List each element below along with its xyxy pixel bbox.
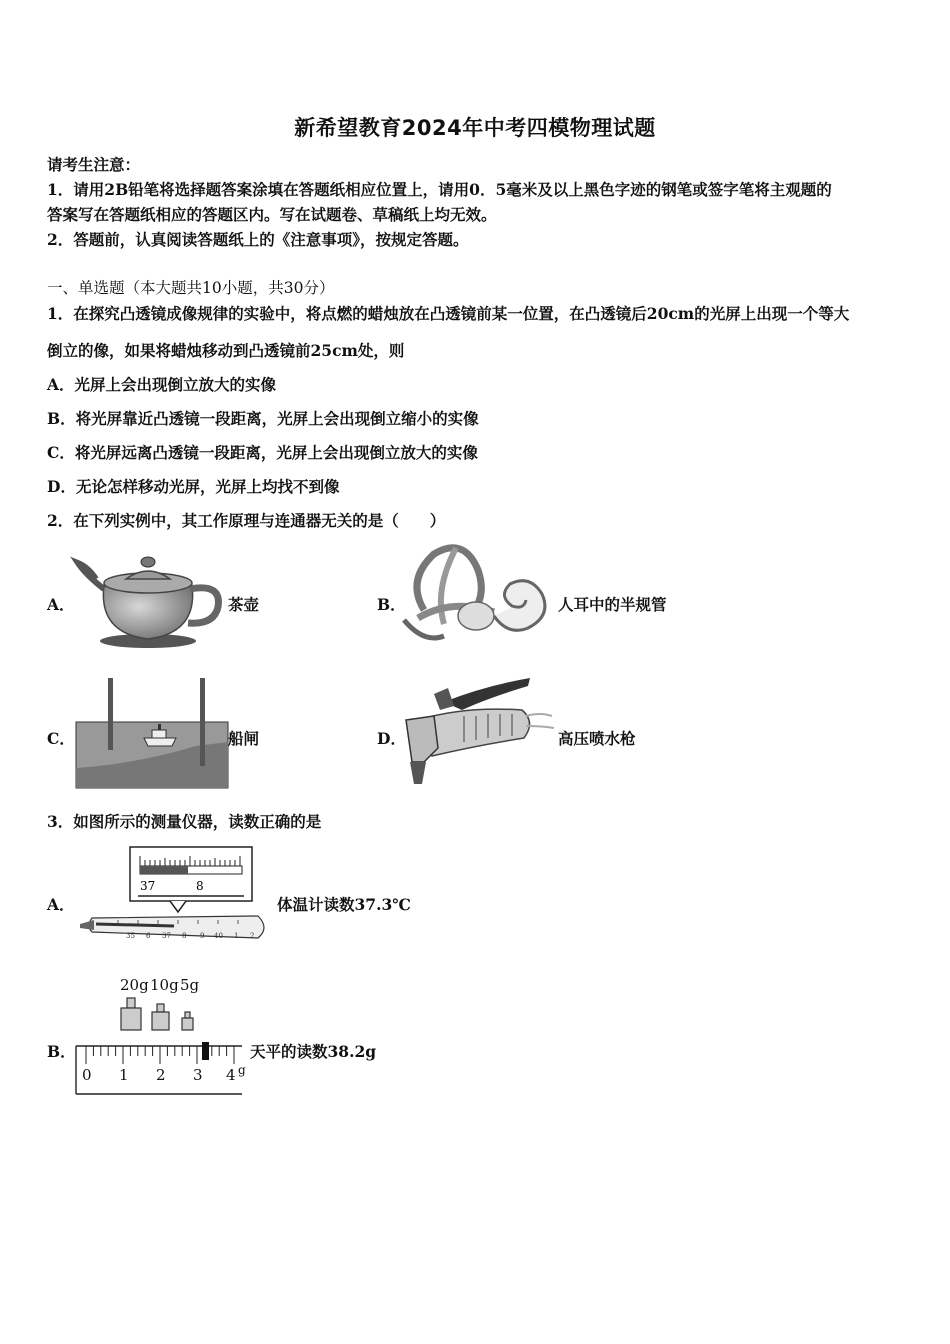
weight-label-20g: 20g [120, 976, 149, 994]
rider [202, 1042, 209, 1060]
q2-option-d-caption: 高压喷水枪 [558, 729, 636, 748]
teapot-icon [76, 545, 226, 650]
q2-option-d-letter: D． [377, 729, 406, 748]
scale-label-40: 40 [214, 932, 223, 940]
thermometer-icon [78, 846, 274, 942]
notice-line-3: 2．答题前，认真阅读答题纸上的《注意事项》，按规定答题。 [47, 230, 469, 249]
q2-option-c-caption: 船闸 [228, 729, 260, 748]
weights [121, 998, 193, 1030]
section-heading: 一、单选题（本大题共10小题，共30分） [47, 279, 335, 297]
q3-option-a-letter: A． [47, 895, 75, 914]
q2-option-a-caption: 茶壶 [228, 595, 260, 614]
scale-label-2: 2 [250, 932, 255, 940]
zoom-label-37: 37 [140, 879, 156, 893]
notice-line-1: 1．请用2B铅笔将选择题答案涂填在答题纸相应位置上，请用0．5毫米及以上黑色字迹的钢笔或签字笔将主观题的 [47, 180, 832, 199]
q1-stem-line-1: 1．在探究凸透镜成像规律的实验中，将点燃的蜡烛放在凸透镜前某一位置，在凸透镜后20cm的光屏上出现一个等大 [47, 304, 850, 323]
notice-line-2: 答案写在答题纸相应的答题区内。写在试题卷、草稿纸上均无效。 [47, 205, 497, 224]
balance-scale-2: 2 [156, 1066, 166, 1084]
ship-lock-icon [76, 676, 228, 788]
balance-scale-1: 1 [119, 1066, 129, 1084]
q2-option-b-caption: 人耳中的半规管 [558, 595, 667, 614]
notice-heading: 请考生注意： [47, 155, 141, 174]
inner-ear-icon [404, 540, 554, 648]
q3-option-b-caption: 天平的读数38.2g [250, 1042, 377, 1061]
q1-option-b: B．将光屏靠近凸透镜一段距离，光屏上会出现倒立缩小的实像 [47, 409, 479, 428]
q2-option-c-letter: C． [47, 729, 75, 748]
zoom-label-8: 8 [196, 879, 204, 893]
scale-label-9: 9 [200, 932, 205, 940]
page-title: 新希望教育2024年中考四模物理试题 [294, 116, 656, 140]
q1-option-c: C．将光屏远离凸透镜一段距离，光屏上会出现倒立放大的实像 [47, 443, 478, 462]
balance-scale-4: 4 [226, 1066, 236, 1084]
scale-label-1: 1 [234, 932, 239, 940]
q3-option-a-caption: 体温计读数37.3℃ [277, 895, 411, 914]
balance-unit: g [238, 1063, 246, 1077]
scale-label-35: 35 [126, 932, 135, 940]
q1-option-a: A．光屏上会出现倒立放大的实像 [47, 375, 277, 394]
balance-scale-3: 3 [193, 1066, 203, 1084]
q3-option-b-letter: B． [47, 1042, 76, 1061]
q1-option-d: D．无论怎样移动光屏，光屏上均找不到像 [47, 477, 340, 496]
weight-label-5g: 5g [180, 976, 200, 994]
balance-icon [76, 972, 252, 1096]
spray-gun-icon [404, 676, 556, 788]
balance-scale-0: 0 [82, 1066, 92, 1084]
q2-option-b-letter: B． [377, 595, 406, 614]
q2-option-a-letter: A． [47, 595, 75, 614]
weight-label-10g: 10g [150, 976, 179, 994]
q3-stem: 3．如图所示的测量仪器，读数正确的是 [47, 812, 322, 831]
q1-stem-line-2: 倒立的像，如果将蜡烛移动到凸透镜前25cm处，则 [47, 341, 405, 360]
scale-label-37: 37 [162, 932, 171, 940]
q2-stem: 2．在下列实例中，其工作原理与连通器无关的是（ ） [47, 511, 446, 530]
scale-label-8: 8 [182, 932, 187, 940]
scale-label-6: 6 [146, 932, 151, 940]
